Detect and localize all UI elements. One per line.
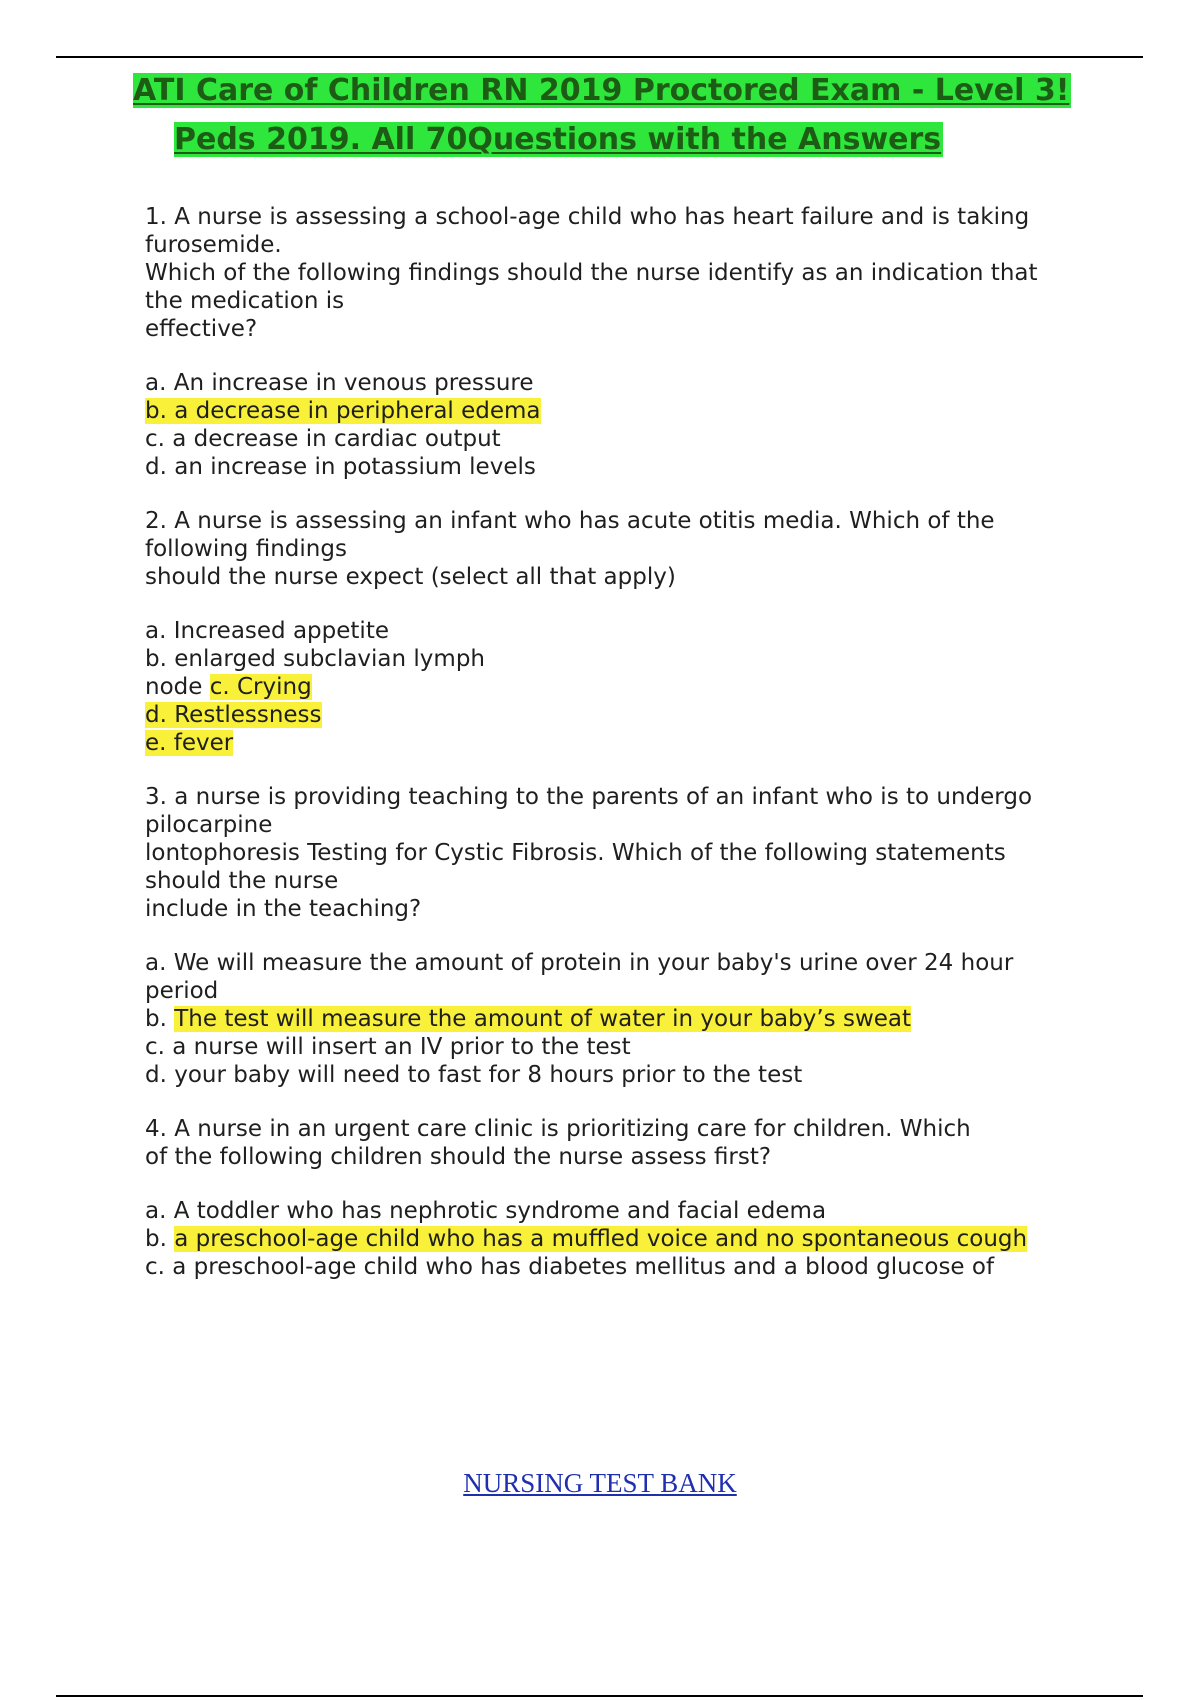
option-continued: period xyxy=(145,978,219,1004)
option: a. An increase in venous pressure xyxy=(145,370,534,396)
option-wrapped: node c. Crying xyxy=(145,674,312,700)
option: c. a nurse will insert an IV prior to the test xyxy=(145,1034,631,1060)
question-1-stem: 1. A nurse is assessing a school-age child who has heart failure and is taking furosemide. Which of the following findings should the nurse identify as an indication that the medication is effective? xyxy=(145,204,1038,342)
option-correct: d. Restlessness xyxy=(145,702,322,728)
question-3-options xyxy=(145,949,1095,1089)
nursing-test-bank-link[interactable]: NURSING TEST BANK xyxy=(463,1468,737,1498)
question-2-options xyxy=(145,617,1095,757)
option: d. an increase in potassium levels xyxy=(145,454,536,480)
option-correct: b. The test will measure the amount of water in your baby’s sweat xyxy=(145,1006,912,1032)
option-correct: b. a decrease in peripheral edema xyxy=(145,398,541,424)
option: c. a preschool-age child who has diabetes mellitus and a blood glucose of xyxy=(145,1254,995,1280)
option: a. A toddler who has nephrotic syndrome and facial edema xyxy=(145,1198,827,1224)
option-correct: b. a preschool-age child who has a muffled voice and no spontaneous cough xyxy=(145,1226,1028,1252)
option: d. your baby will need to fast for 8 hours prior to the test xyxy=(145,1062,803,1088)
question-3-stem: 3. a nurse is providing teaching to the parents of an infant who is to undergo pilocarpine lontophoresis Testing for Cystic Fibrosis. Which of the following statements should the nurse include in the teaching? xyxy=(145,784,1033,922)
title-line-1: ATI Care of Children RN 2019 Proctored Exam - Level 3! xyxy=(133,73,1070,108)
question-1-options xyxy=(145,369,1095,481)
title-line-2: Peds 2019. All 70Questions with the Answers xyxy=(174,122,942,157)
bottom-rule xyxy=(56,1695,1143,1697)
question-4-options xyxy=(145,1197,1095,1281)
question-list xyxy=(145,203,1095,1307)
option: b. enlarged subclavian lymph xyxy=(145,646,486,672)
option: a. Increased appetite xyxy=(145,618,389,644)
option: a. We will measure the amount of protein in your baby's urine over 24 hour xyxy=(145,950,1014,976)
option: c. a decrease in cardiac output xyxy=(145,426,501,452)
top-rule xyxy=(56,56,1143,58)
option-correct: c. Crying xyxy=(209,674,312,700)
question-2-stem: 2. A nurse is assessing an infant who has acute otitis media. Which of the following findings should the nurse expect (select all that apply) xyxy=(145,508,995,590)
question-4-stem: 4. A nurse in an urgent care clinic is prioritizing care for children. Which of the following children should the nurse assess first? xyxy=(145,1116,971,1170)
footer xyxy=(0,1468,1200,1499)
option-correct: e. fever xyxy=(145,730,234,756)
document-title xyxy=(133,66,1093,164)
